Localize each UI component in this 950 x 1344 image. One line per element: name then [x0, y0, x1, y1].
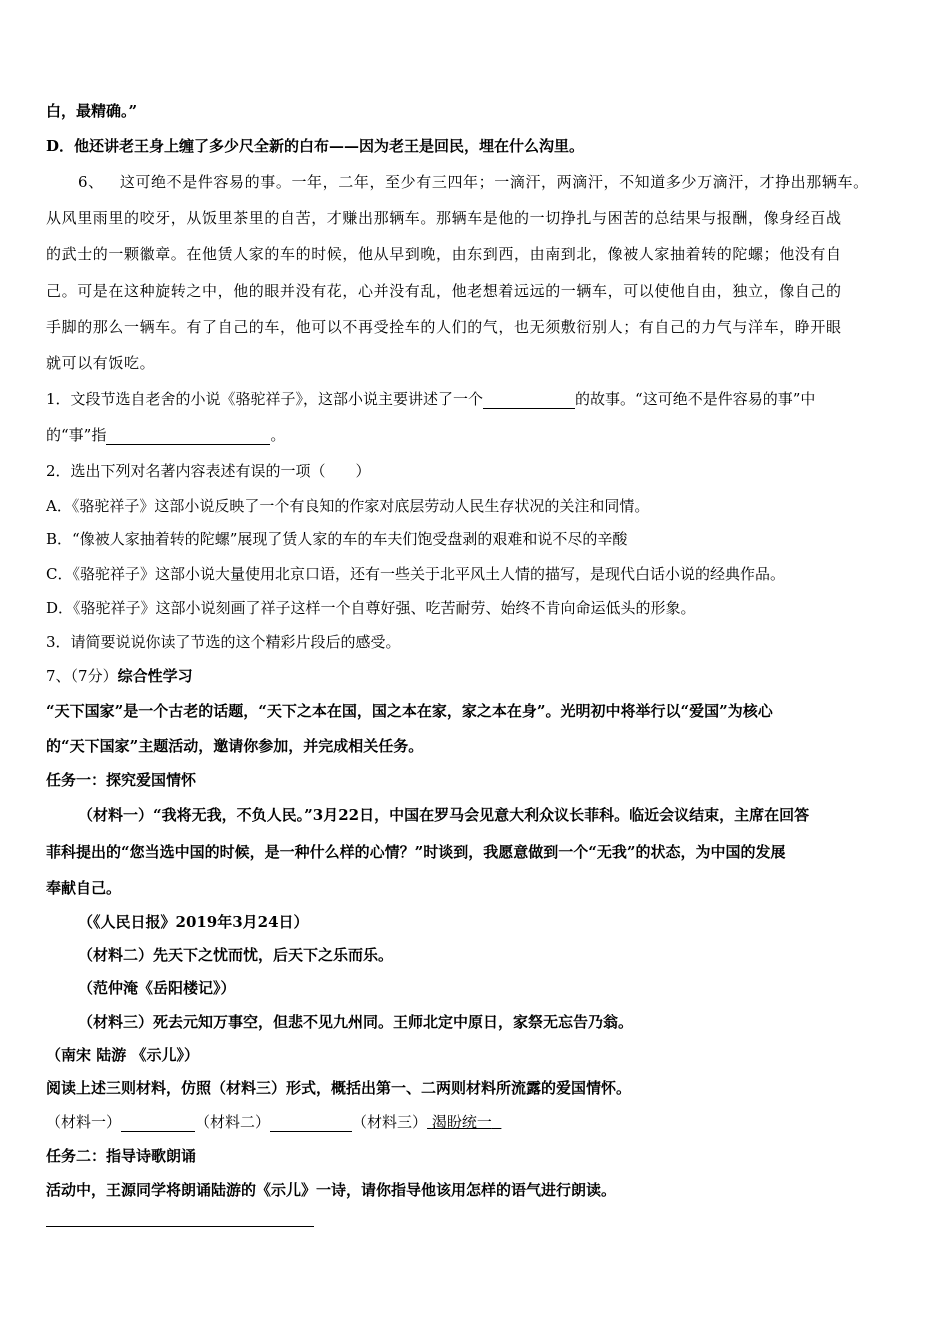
task2-instruction: 活动中，王源同学将朗诵陆游的《示儿》一诗，请你指导他该用怎样的语气进行朗读。 [46, 1181, 617, 1199]
task2-title: 任务二：指导诗歌朗诵 [46, 1147, 197, 1165]
q6-sub2: 2．选出下列对名著内容表述有误的一项（ ） [46, 462, 371, 480]
q6-sub3: 3．请简要说说你读了节选的这个精彩片段后的感受。 [46, 633, 401, 651]
task1-title: 任务一：探究爱国情怀 [46, 771, 197, 789]
material1-source: （《人民日报》2019年3月24日） [78, 913, 309, 931]
answer-blank[interactable] [106, 428, 270, 445]
q7-title: 综合性学习 [117, 667, 193, 685]
q6-passage-line-1: 6、 这可绝不是件容易的事。一年，二年，至少有三四年；一滴汗，两滴汗，不知道多少万滴汗，才挣出那辆车。 [78, 173, 869, 191]
q7-header [46, 666, 193, 686]
answer-material3: 渴盼统一 [431, 1113, 492, 1131]
q6-option-c: C．《骆驼祥子》这部小说大量使用北京口语，还有一些关于北平风土人情的描写，是现代白话小说的经典作品。 [46, 565, 785, 583]
material2: （材料二）先天下之忧而忧，后天下之乐而乐。 [78, 946, 394, 964]
q6-passage-line-3: 的武士的一颗徽章。在他赁人家的车的时候，他从早到晚，由东到西，由南到北，像被人家抽着转的陀螺；他没有自 [46, 245, 842, 263]
material2-source: （范仲淹《岳阳楼记》） [78, 979, 236, 997]
material3-source: （南宋 陆游 《示儿》） [46, 1046, 199, 1064]
q6-option-a: A．《骆驼祥子》这部小说反映了一个有良知的作家对底层劳动人民生存状况的关注和同情。 [46, 497, 650, 515]
task1-answer-row: （材料一） （材料二） （材料三） 渴盼统一 [46, 1112, 501, 1132]
q6-passage-line-5: 手脚的那么一辆车。有了自己的车，他可以不再受拴车的人们的气，也无须敷衍别人；有自己的力气与洋车，睁开眼 [46, 318, 842, 336]
material1-line-1: （材料一）“我将无我，不负人民。”3月22日，中国在罗马会见意大利众议长菲科。临近会议结束，主席在回答 [78, 806, 810, 824]
q6-number: 6、 [78, 173, 104, 191]
q7-intro-line-2: 的“天下国家”主题活动，邀请你参加，并完成相关任务。 [46, 737, 424, 755]
answer-blank[interactable] [483, 392, 575, 409]
q6-sub1-line-2: 的“事”指 。 [46, 426, 286, 444]
answer-line[interactable] [46, 1226, 314, 1227]
material1-line-3: 奉献自己。 [46, 879, 122, 897]
q6-passage-line-6: 就可以有饭吃。 [46, 354, 156, 372]
q7-number: 7、（7分） [46, 667, 118, 685]
material1-line-2: 菲科提出的“您当选中国的时候，是一种什么样的心情？”时谈到，我愿意做到一个“无我”的状态，为中国的发展 [46, 843, 786, 861]
answer-blank-material2[interactable] [270, 1115, 352, 1132]
material3: （材料三）死去元知万事空，但悲不见九州同。王师北定中原日，家祭无忘告乃翁。 [78, 1013, 634, 1031]
previous-answer-tail: 白，最精确。” [46, 102, 138, 120]
q6-passage-line-4: 己。可是在这种旋转之中，他的眼并没有花，心并没有乱，他老想着远远的一辆车，可以使他自由，独立，像自己的 [46, 282, 842, 300]
q7-intro-line-1: “天下国家”是一个古老的话题，“天下之本在国，国之本在家，家之本在身”。光明初中将举行以“爱国”为核心 [46, 702, 773, 720]
q6-sub1-line-1: 1．文段节选自老舍的小说《骆驼祥子》，这部小说主要讲述了一个 的故事。“这可绝不是件容易的事”中 [46, 390, 816, 408]
previous-option-d: D．他还讲老王身上缠了多少尺全新的白布——因为老王是回民，埋在什么沟里。 [46, 137, 585, 155]
q6-option-d: D．《骆驼祥子》这部小说刻画了祥子这样一个自尊好强、吃苦耐劳、始终不肯向命运低头的形象。 [46, 599, 696, 617]
answer-blank-material1[interactable] [121, 1115, 195, 1132]
q6-option-b: B．“像被人家抽着转的陀螺”展现了赁人家的车的车夫们饱受盘剥的艰难和说不尽的辛酸 [46, 530, 628, 548]
task1-instruction: 阅读上述三则材料，仿照（材料三）形式，概括出第一、二两则材料所流露的爱国情怀。 [46, 1079, 632, 1097]
q6-passage-line-2: 从风里雨里的咬牙，从饭里茶里的自苦，才赚出那辆车。那辆车是他的一切挣扎与困苦的总结果与报酬，像身经百战 [46, 209, 842, 227]
